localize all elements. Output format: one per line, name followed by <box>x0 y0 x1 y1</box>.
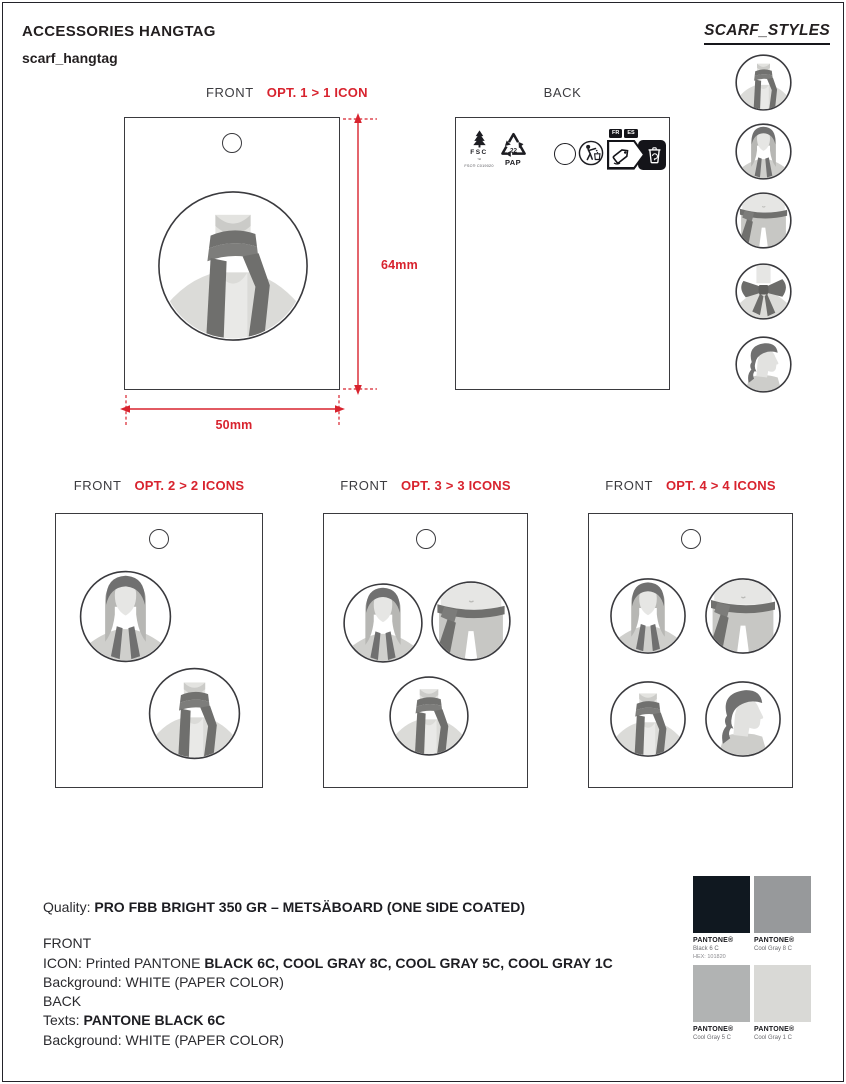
circle-mark-icon <box>554 143 576 165</box>
corner-title: SCARF_STYLES <box>704 22 830 45</box>
spec-front-background: Background: WHITE (PAPER COLOR) <box>43 973 284 990</box>
swatch-black-6c: PANTONE® Black 6 C HEX: 101820 <box>693 876 750 959</box>
hangtag-hole <box>681 529 701 549</box>
swatch-color <box>754 876 811 933</box>
hangtag-front-opt4 <box>588 513 793 788</box>
page-title: ACCESSORIES HANGTAG <box>22 23 216 40</box>
hangtag-hole <box>416 529 436 549</box>
triman-sorting-icon <box>607 129 669 170</box>
waist-scarf-icon <box>429 579 513 663</box>
head-scarf-icon <box>608 576 688 656</box>
scarf-style-head-icon <box>734 122 793 181</box>
waist-scarf-icon <box>703 576 783 656</box>
spec-front-heading: FRONT <box>43 935 92 952</box>
opt2-heading: FRONT OPT. 2 > 2 ICONS <box>73 478 245 493</box>
hangtag-front-opt2 <box>55 513 263 788</box>
fsc-icon: FSC ™ FSC® C019020 <box>465 129 493 168</box>
spec-quality: Quality: PRO FBB BRIGHT 350 GR – METSÄBOARD (ONE SIDE COATED) <box>43 899 526 915</box>
head-wrap-icon <box>703 679 783 759</box>
opt3-heading: FRONT OPT. 3 > 3 ICONS <box>340 478 511 493</box>
opt2-label: OPT. 2 > 2 ICONS <box>134 478 245 493</box>
spec-back-heading: BACK <box>43 993 82 1010</box>
neck-scarf-icon <box>608 679 688 759</box>
opt1-label: OPT. 1 > 1 ICON <box>266 85 368 100</box>
hangtag-back <box>455 117 670 390</box>
svg-text:22: 22 <box>509 147 517 155</box>
head-scarf-icon <box>341 581 425 665</box>
spec-icon-colors: ICON: Printed PANTONE BLACK 6C, COOL GRAY 8C, COOL GRAY 5C, COOL GRAY 1C <box>43 954 613 971</box>
swatch-color <box>693 965 750 1022</box>
scarf-style-waist-icon <box>734 191 793 250</box>
opt3-label: OPT. 3 > 3 ICONS <box>401 478 511 493</box>
neck-scarf-icon <box>387 674 471 758</box>
pap22-recycling-icon: 22 PAP <box>498 131 528 167</box>
tidyman-icon <box>578 140 604 166</box>
pantone-swatches <box>693 876 811 1048</box>
height-dimension-line <box>343 112 387 396</box>
language-chips <box>609 129 669 138</box>
opt1-heading <box>206 85 368 100</box>
chip-fr: FR <box>609 129 622 138</box>
scarf-style-bow-icon <box>734 262 793 321</box>
scarf-style-headwrap-icon <box>734 335 793 394</box>
page-subtitle: scarf_hangtag <box>22 50 118 66</box>
chip-es: ES <box>624 129 637 138</box>
height-dimension-label: 64mm <box>381 258 418 272</box>
scarf-style-neck-icon <box>734 53 793 112</box>
material-specs <box>43 898 613 1050</box>
spec-back-background: Background: WHITE (PAPER COLOR) <box>43 1031 284 1048</box>
hangtag-hole <box>222 133 242 153</box>
opt4-label: OPT. 4 > 4 ICONS <box>666 478 776 493</box>
front-label: FRONT <box>206 85 254 100</box>
swatch-color <box>693 876 750 933</box>
neck-scarf-icon <box>153 186 313 346</box>
swatch-cool-gray-8c: PANTONE® Cool Gray 8 C <box>754 876 811 959</box>
swatch-cool-gray-5c: PANTONE® Cool Gray 5 C <box>693 965 750 1048</box>
back-label: BACK <box>543 85 582 100</box>
hangtag-front-opt3 <box>323 513 528 788</box>
neck-scarf-icon <box>146 665 243 762</box>
spec-texts-color: Texts: PANTONE BLACK 6C <box>43 1012 226 1029</box>
swatch-color <box>754 965 811 1022</box>
head-scarf-icon <box>77 568 174 665</box>
swatch-cool-gray-1c: PANTONE® Cool Gray 1 C <box>754 965 811 1048</box>
opt4-heading: FRONT OPT. 4 > 4 ICONS <box>605 478 776 493</box>
hangtag-hole <box>149 529 169 549</box>
hangtag-front-opt1 <box>124 117 340 390</box>
width-dimension-label: 50mm <box>215 418 253 432</box>
fsc-tree-icon <box>470 129 489 148</box>
back-heading <box>455 85 670 100</box>
